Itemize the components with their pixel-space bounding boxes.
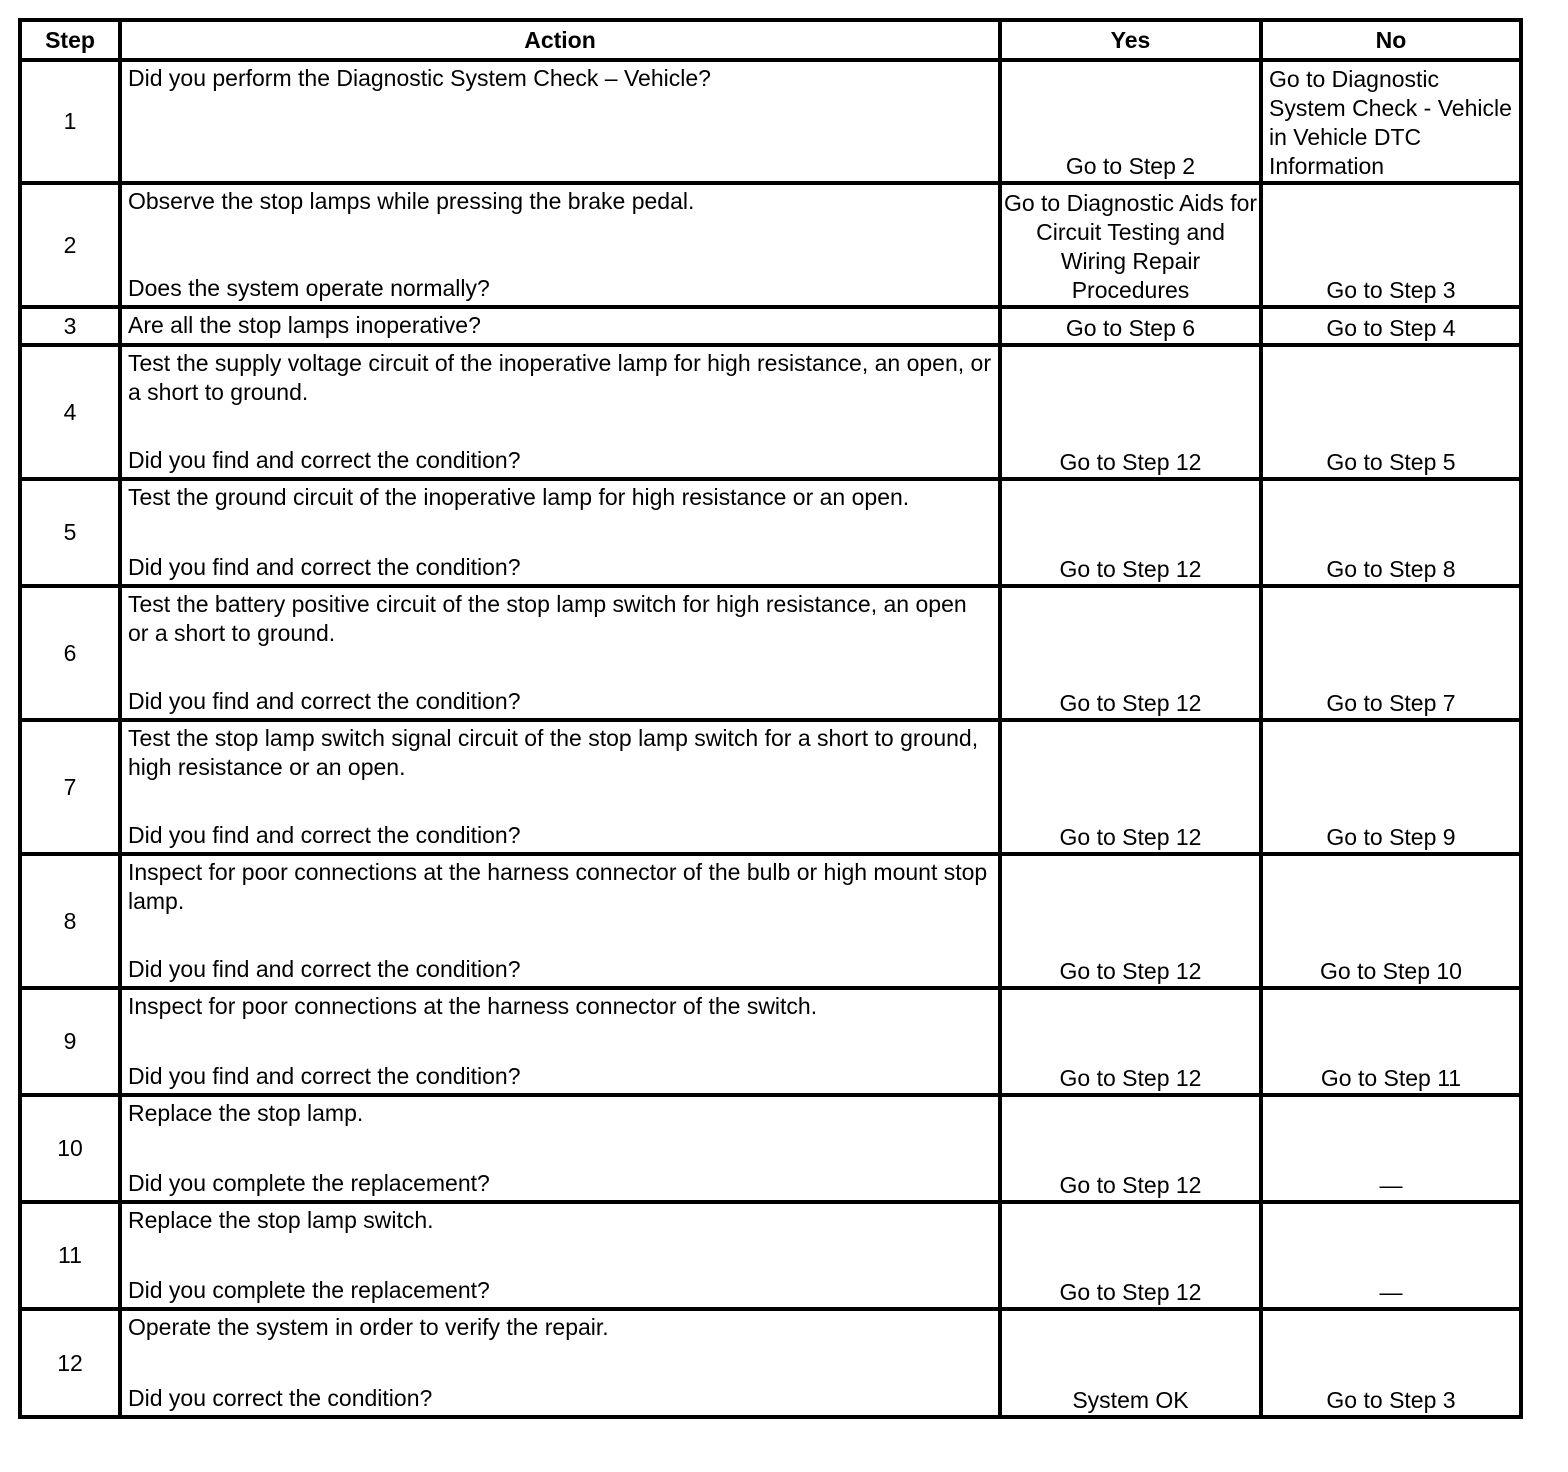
action-cell bbox=[120, 586, 1000, 720]
table-row bbox=[20, 1202, 1521, 1309]
action-cell bbox=[120, 720, 1000, 854]
action-text: Replace the stop lamp switch. bbox=[128, 1207, 434, 1233]
action-cell bbox=[120, 854, 1000, 988]
action-cell bbox=[120, 988, 1000, 1095]
action-question: Did you find and correct the condition? bbox=[128, 822, 521, 848]
action-question: Did you find and correct the condition? bbox=[128, 1063, 521, 1089]
yes-result: Go to Step 12 bbox=[1000, 854, 1261, 988]
action-text: Inspect for poor connections at the harness connector of the switch. bbox=[128, 993, 818, 1019]
action-question: Did you complete the replacement? bbox=[128, 1277, 490, 1303]
step-number: 9 bbox=[20, 988, 120, 1095]
table-row bbox=[20, 720, 1521, 854]
action-text: Test the stop lamp switch signal circuit of the stop lamp switch for a short to ground, high resistance or an open. bbox=[128, 725, 979, 780]
action-cell bbox=[120, 479, 1000, 586]
action-question: Did you find and correct the condition? bbox=[128, 447, 521, 473]
diagnostic-table bbox=[18, 18, 1523, 1419]
no-result: Go to Step 10 bbox=[1261, 854, 1521, 988]
action-text: Test the ground circuit of the inoperative lamp for high resistance or an open. bbox=[128, 484, 910, 510]
table-row bbox=[20, 1095, 1521, 1202]
step-number: 3 bbox=[20, 307, 120, 345]
action-text: Replace the stop lamp. bbox=[128, 1100, 364, 1126]
no-result: — bbox=[1261, 1095, 1521, 1202]
table-row bbox=[20, 345, 1521, 479]
yes-result: Go to Step 12 bbox=[1000, 586, 1261, 720]
yes-result: Go to Step 6 bbox=[1000, 307, 1261, 345]
header-action: Action bbox=[120, 20, 1000, 60]
action-cell bbox=[120, 345, 1000, 479]
action-cell bbox=[120, 1095, 1000, 1202]
no-result: Go to Step 4 bbox=[1261, 307, 1521, 345]
step-number: 8 bbox=[20, 854, 120, 988]
action-text: Test the battery positive circuit of the stop lamp switch for high resistance, an open or a short to ground. bbox=[128, 591, 967, 646]
action-text: Inspect for poor connections at the harness connector of the bulb or high mount stop lamp. bbox=[128, 859, 988, 914]
action-question: Did you complete the replacement? bbox=[128, 1170, 490, 1196]
action-text: Observe the stop lamps while pressing the brake pedal. bbox=[128, 188, 695, 214]
step-number: 11 bbox=[20, 1202, 120, 1309]
action-text: Operate the system in order to verify the repair. bbox=[128, 1314, 609, 1340]
action-cell bbox=[120, 60, 1000, 183]
header-step: Step bbox=[20, 20, 120, 60]
no-result: Go to Step 9 bbox=[1261, 720, 1521, 854]
action-text: Test the supply voltage circuit of the inoperative lamp for high resistance, an open, or a short to ground. bbox=[128, 350, 991, 405]
action-text: Did you perform the Diagnostic System Check – Vehicle? bbox=[128, 65, 711, 91]
no-result: Go to Step 7 bbox=[1261, 586, 1521, 720]
action-cell bbox=[120, 307, 1000, 345]
yes-result: Go to Step 12 bbox=[1000, 479, 1261, 586]
table-row bbox=[20, 479, 1521, 586]
no-result: Go to Step 5 bbox=[1261, 345, 1521, 479]
step-number: 2 bbox=[20, 183, 120, 307]
action-question: Did you find and correct the condition? bbox=[128, 554, 521, 580]
no-result: — bbox=[1261, 1202, 1521, 1309]
yes-result: Go to Step 12 bbox=[1000, 720, 1261, 854]
table-row bbox=[20, 60, 1521, 183]
step-number: 12 bbox=[20, 1309, 120, 1417]
table-row bbox=[20, 307, 1521, 345]
table-row bbox=[20, 586, 1521, 720]
action-question: Did you find and correct the condition? bbox=[128, 688, 521, 714]
header-row bbox=[20, 20, 1521, 60]
action-question: Did you find and correct the condition? bbox=[128, 956, 521, 982]
yes-result: Go to Step 12 bbox=[1000, 1095, 1261, 1202]
header-no: No bbox=[1261, 20, 1521, 60]
action-question: Did you correct the condition? bbox=[128, 1385, 433, 1411]
action-cell bbox=[120, 1202, 1000, 1309]
table-row bbox=[20, 183, 1521, 307]
action-cell bbox=[120, 1309, 1000, 1417]
table-row bbox=[20, 988, 1521, 1095]
no-result: Go to Step 3 bbox=[1261, 1309, 1521, 1417]
step-number: 6 bbox=[20, 586, 120, 720]
yes-result: System OK bbox=[1000, 1309, 1261, 1417]
header-yes: Yes bbox=[1000, 20, 1261, 60]
step-number: 10 bbox=[20, 1095, 120, 1202]
no-result: Go to Step 11 bbox=[1261, 988, 1521, 1095]
no-result: Go to Step 3 bbox=[1261, 183, 1521, 307]
action-question: Does the system operate normally? bbox=[128, 275, 490, 301]
step-number: 7 bbox=[20, 720, 120, 854]
step-number: 5 bbox=[20, 479, 120, 586]
no-result: Go to Step 8 bbox=[1261, 479, 1521, 586]
yes-result: Go to Step 2 bbox=[1000, 60, 1261, 183]
action-text: Are all the stop lamps inoperative? bbox=[128, 312, 481, 338]
action-cell bbox=[120, 183, 1000, 307]
step-number: 4 bbox=[20, 345, 120, 479]
table-row bbox=[20, 1309, 1521, 1417]
yes-result: Go to Step 12 bbox=[1000, 988, 1261, 1095]
yes-result: Go to Diagnostic Aids for Circuit Testing and Wiring Repair Procedures bbox=[1000, 183, 1261, 307]
step-number: 1 bbox=[20, 60, 120, 183]
no-result: Go to Diagnostic System Check - Vehicle in Vehicle DTC Information bbox=[1261, 60, 1521, 183]
yes-result: Go to Step 12 bbox=[1000, 345, 1261, 479]
table-row bbox=[20, 854, 1521, 988]
yes-result: Go to Step 12 bbox=[1000, 1202, 1261, 1309]
